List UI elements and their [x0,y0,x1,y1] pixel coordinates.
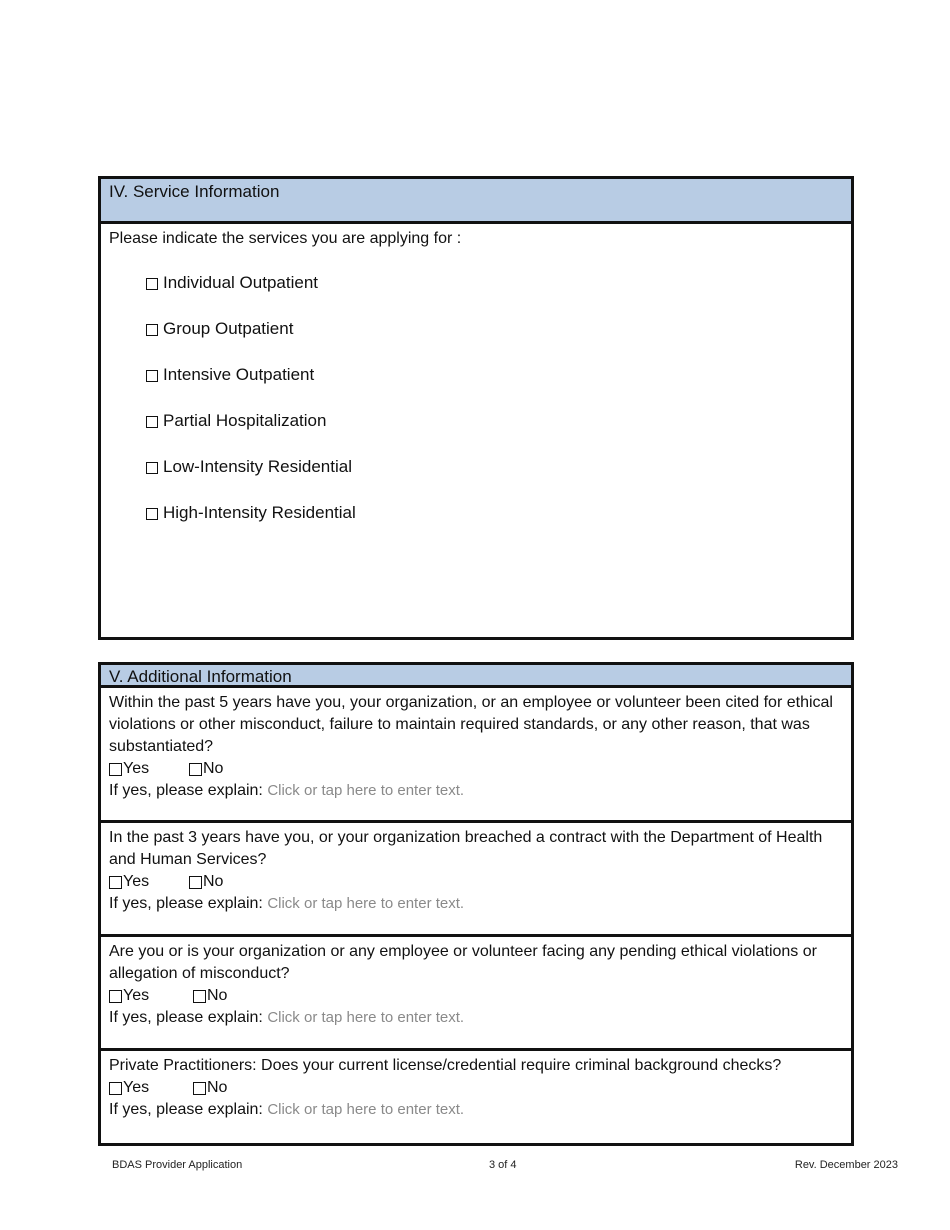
footer-page-number: 3 of 4 [489,1159,517,1171]
service-option[interactable] [146,411,356,457]
no-option[interactable] [193,1077,273,1099]
section-header: V. Additional Information [101,665,851,688]
no-label: No [203,873,224,890]
checkbox-icon[interactable] [193,990,206,1003]
no-option[interactable] [189,758,269,780]
service-label: Low-Intensity Residential [163,457,352,476]
no-label: No [207,987,228,1004]
service-label: High-Intensity Residential [163,503,356,522]
yes-option[interactable] [109,758,189,780]
explain-label: If yes, please explain: [109,1009,268,1026]
service-label: Intensive Outpatient [163,365,315,384]
checkbox-icon[interactable] [109,1082,122,1095]
checkbox-icon[interactable] [109,876,122,889]
yes-no-options [109,871,843,893]
yes-option[interactable] [109,1077,193,1099]
services-list [146,273,356,549]
question-text: Are you or is your organization or any employee or volunteer facing any pending ethical violations or allegation of misconduct? [109,943,817,982]
question-block [101,688,851,823]
explain-row [109,893,843,915]
yes-option[interactable] [109,985,193,1007]
question-block [101,823,851,937]
explain-text-field[interactable]: Click or tap here to enter text. [267,1101,465,1118]
service-information-section [98,176,854,640]
section-header: IV. Service Information [101,179,851,224]
checkbox-icon[interactable] [146,278,158,290]
yes-no-options [109,758,843,780]
explain-row [109,780,843,802]
explain-text-field[interactable]: Click or tap here to enter text. [267,1009,465,1026]
no-option[interactable] [189,871,269,893]
question-text: In the past 3 years have you, or your organization breached a contract with the Department of Health and Human Services? [109,829,823,868]
explain-label: If yes, please explain: [109,1101,268,1118]
checkbox-icon[interactable] [109,990,122,1003]
service-label: Individual Outpatient [163,273,318,292]
checkbox-icon[interactable] [189,876,202,889]
yes-option[interactable] [109,871,189,893]
service-option[interactable] [146,457,356,503]
no-label: No [203,760,224,777]
no-option[interactable] [193,985,273,1007]
explain-label: If yes, please explain: [109,895,268,912]
checkbox-icon[interactable] [146,416,158,428]
service-label: Group Outpatient [163,319,294,338]
footer-document-title: BDAS Provider Application [112,1159,243,1171]
service-option[interactable] [146,365,356,411]
service-label: Partial Hospitalization [163,411,327,430]
checkbox-icon[interactable] [146,324,158,336]
footer-revision-date: Rev. December 2023 [794,1159,898,1171]
question-text: Private Practitioners: Does your current license/credential require criminal background checks? [109,1057,782,1074]
question-text: Within the past 5 years have you, your organization, or an employee or volunteer been cited for ethical violations or other misconduct, failure to maintain required standards, or any other reason, that was substantiated? [109,694,833,755]
service-option[interactable] [146,273,356,319]
checkbox-icon[interactable] [109,763,122,776]
yes-no-options [109,1077,843,1099]
question-block [101,1051,851,1137]
explain-row [109,1099,843,1121]
yes-label: Yes [123,873,150,890]
checkbox-icon[interactable] [189,763,202,776]
checkbox-icon[interactable] [146,370,158,382]
checkbox-icon[interactable] [146,508,158,520]
service-option[interactable] [146,503,356,549]
yes-label: Yes [123,987,150,1004]
explain-text-field[interactable]: Click or tap here to enter text. [267,782,465,799]
service-option[interactable] [146,319,356,365]
yes-label: Yes [123,1079,150,1096]
explain-label: If yes, please explain: [109,782,268,799]
checkbox-icon[interactable] [146,462,158,474]
explain-text-field[interactable]: Click or tap here to enter text. [267,895,465,912]
checkbox-icon[interactable] [193,1082,206,1095]
no-label: No [207,1079,228,1096]
services-prompt: Please indicate the services you are applying for : [109,230,462,247]
yes-label: Yes [123,760,150,777]
yes-no-options [109,985,843,1007]
additional-information-section [98,662,854,1146]
question-block [101,937,851,1051]
explain-row [109,1007,843,1029]
